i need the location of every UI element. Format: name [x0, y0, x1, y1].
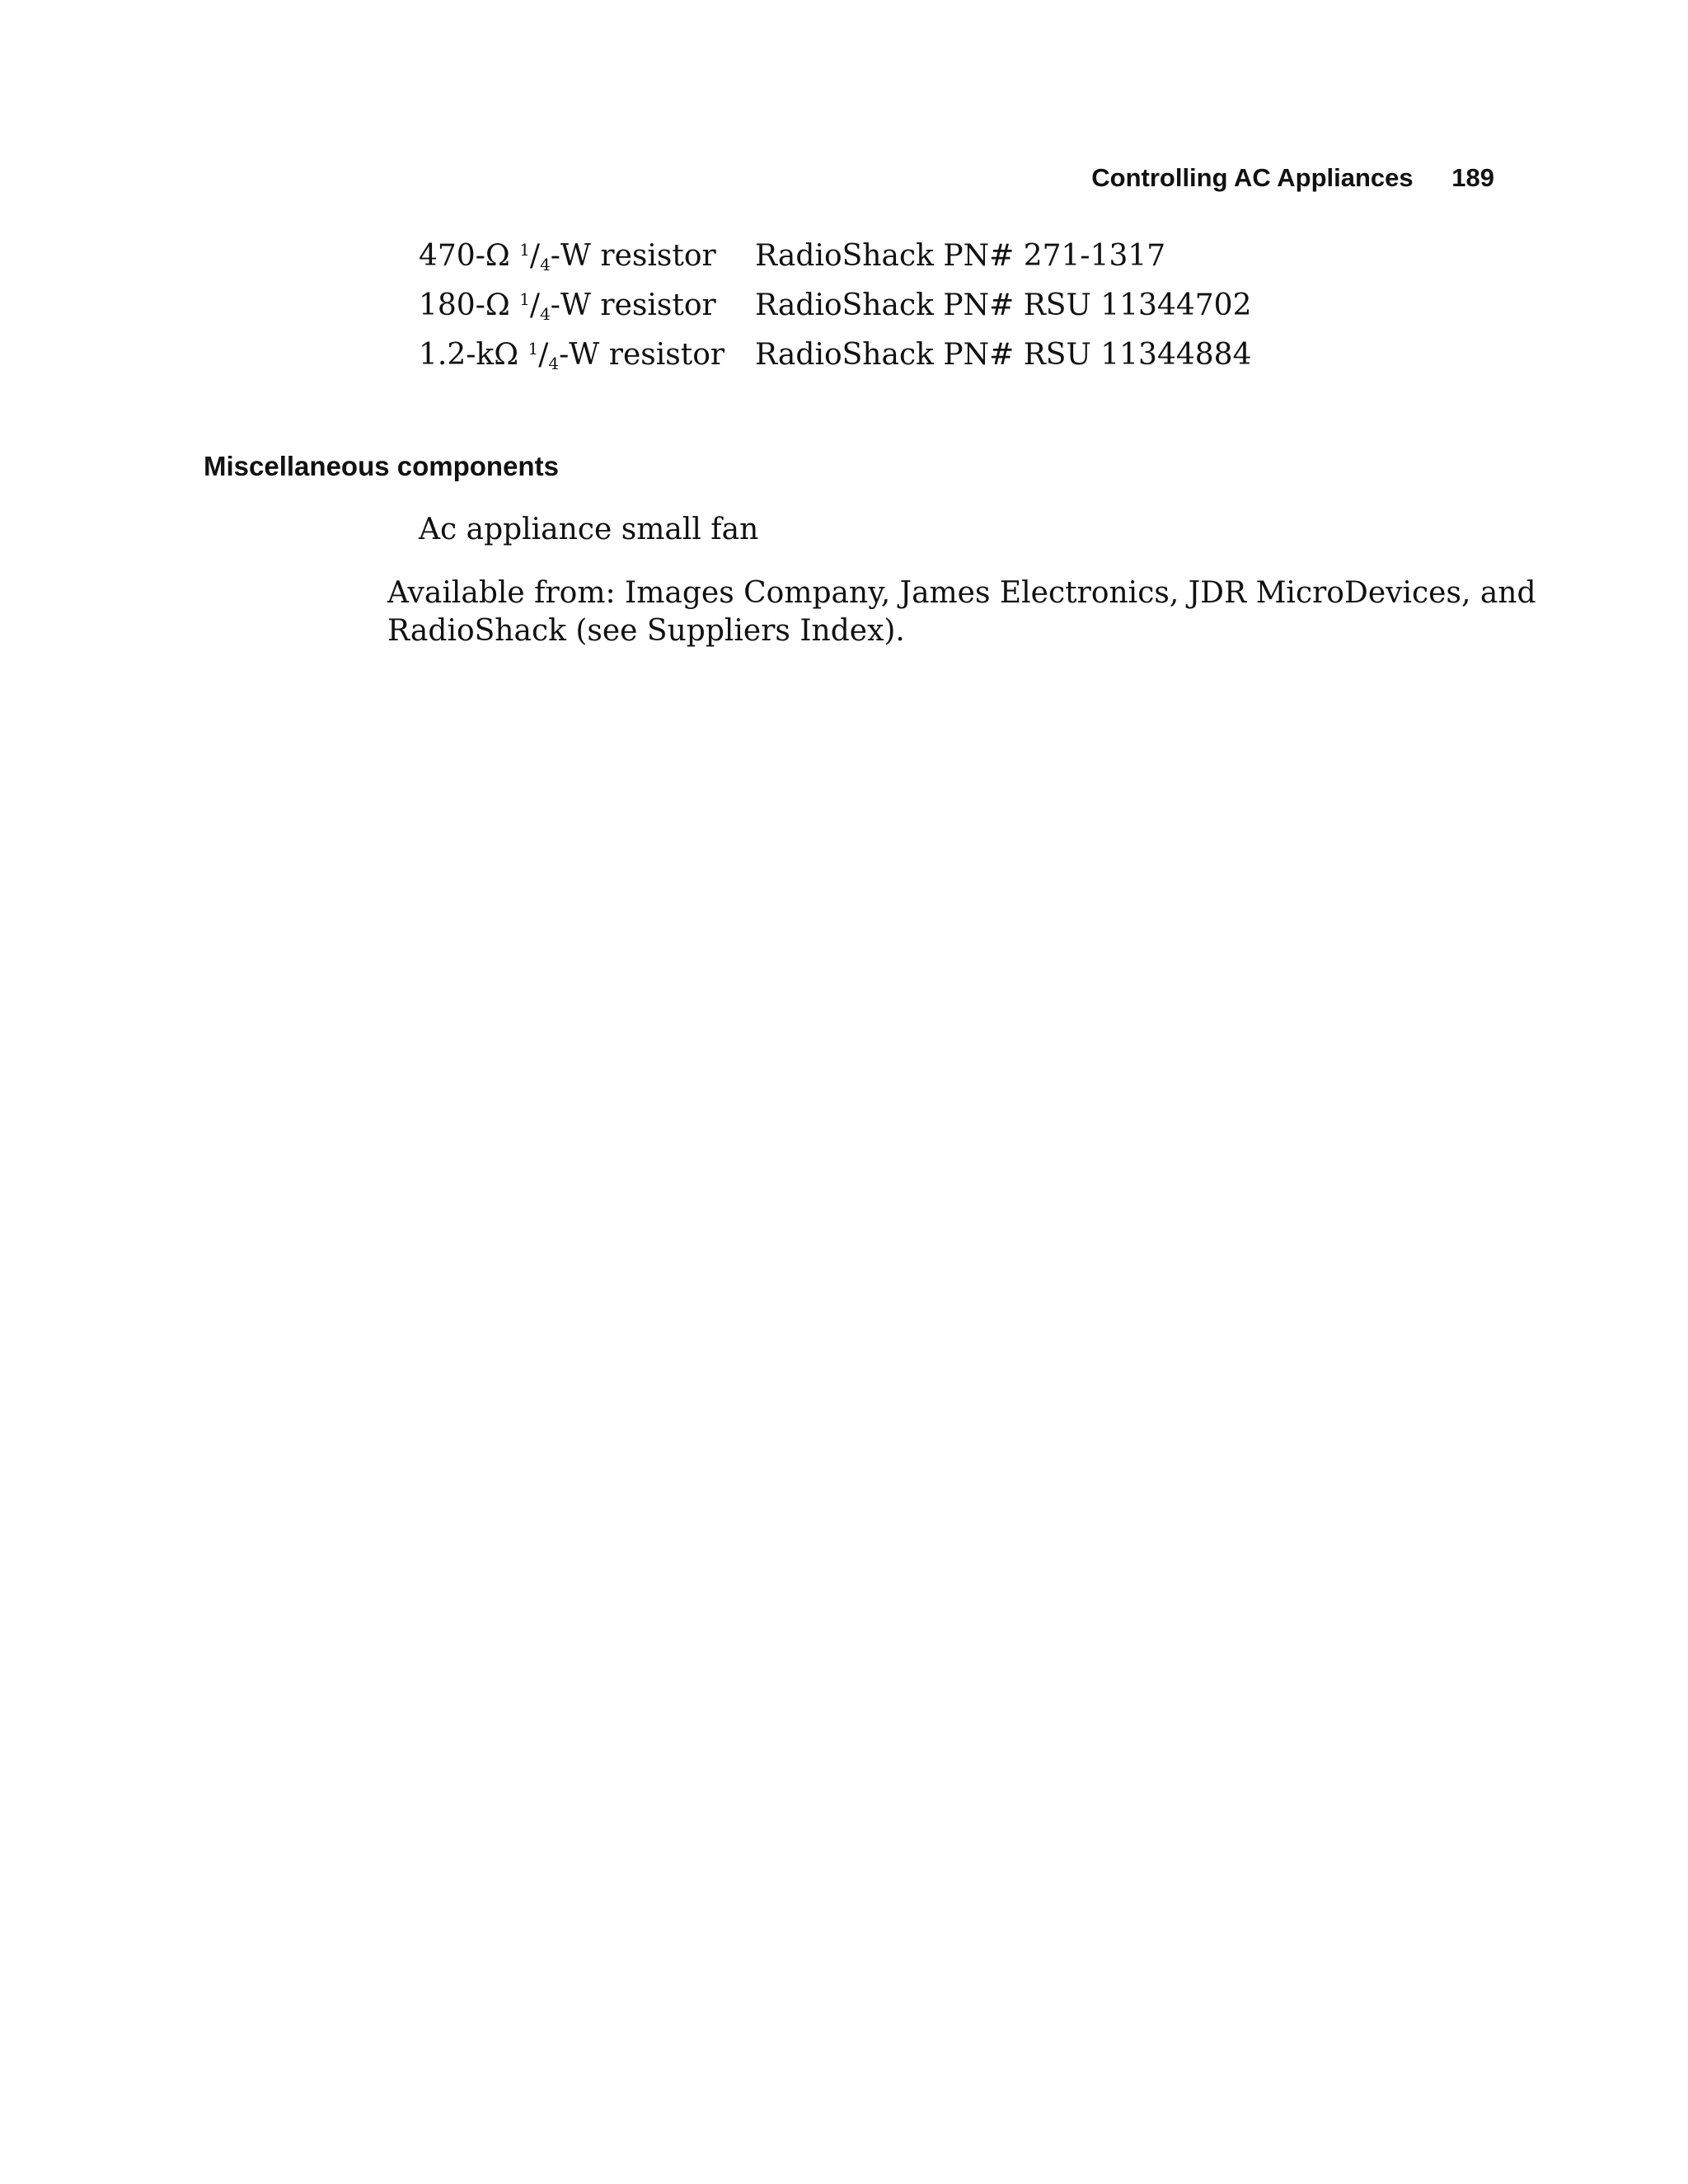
availability-line: Available from: Images Company, James Electronics, JDR MicroDevices, and [387, 576, 1536, 610]
fraction-slash: / [529, 239, 541, 273]
part-source: RadioShack PN# 271-1317 [755, 239, 1166, 273]
section-heading: Miscellaneous components [204, 451, 559, 481]
availability-note [387, 574, 1536, 650]
resistor-value: 1.2-kΩ [419, 338, 519, 372]
parts-row [419, 281, 1251, 330]
fraction-slash: / [538, 338, 549, 372]
chapter-title: Controlling AC Appliances [1091, 163, 1414, 192]
part-source: RadioShack PN# RSU 11344702 [755, 288, 1252, 322]
availability-line: RadioShack (see Suppliers Index). [387, 614, 905, 648]
part-rest: -W resistor [550, 288, 716, 322]
part-description [419, 232, 755, 281]
part-rest: -W resistor [550, 239, 716, 273]
fraction-denominator: 4 [540, 304, 551, 324]
parts-row [419, 330, 1251, 380]
part-description [419, 330, 755, 380]
fraction-denominator: 4 [540, 255, 551, 274]
part-rest: -W resistor [559, 338, 725, 372]
misc-component-item: Ac appliance small fan [419, 513, 759, 546]
fraction-denominator: 4 [548, 354, 560, 373]
fraction-numerator: 1 [519, 240, 530, 260]
parts-row [419, 232, 1251, 281]
part-description [419, 281, 755, 330]
fraction-numerator: 1 [528, 339, 539, 359]
part-source: RadioShack PN# RSU 11344884 [755, 338, 1252, 372]
resistor-value: 180-Ω [419, 288, 510, 322]
resistor-value: 470-Ω [419, 239, 510, 273]
fraction-numerator: 1 [519, 289, 530, 309]
parts-list [419, 232, 1251, 380]
page-number: 189 [1451, 163, 1494, 192]
fraction-slash: / [529, 288, 541, 322]
running-head [1091, 162, 1494, 194]
